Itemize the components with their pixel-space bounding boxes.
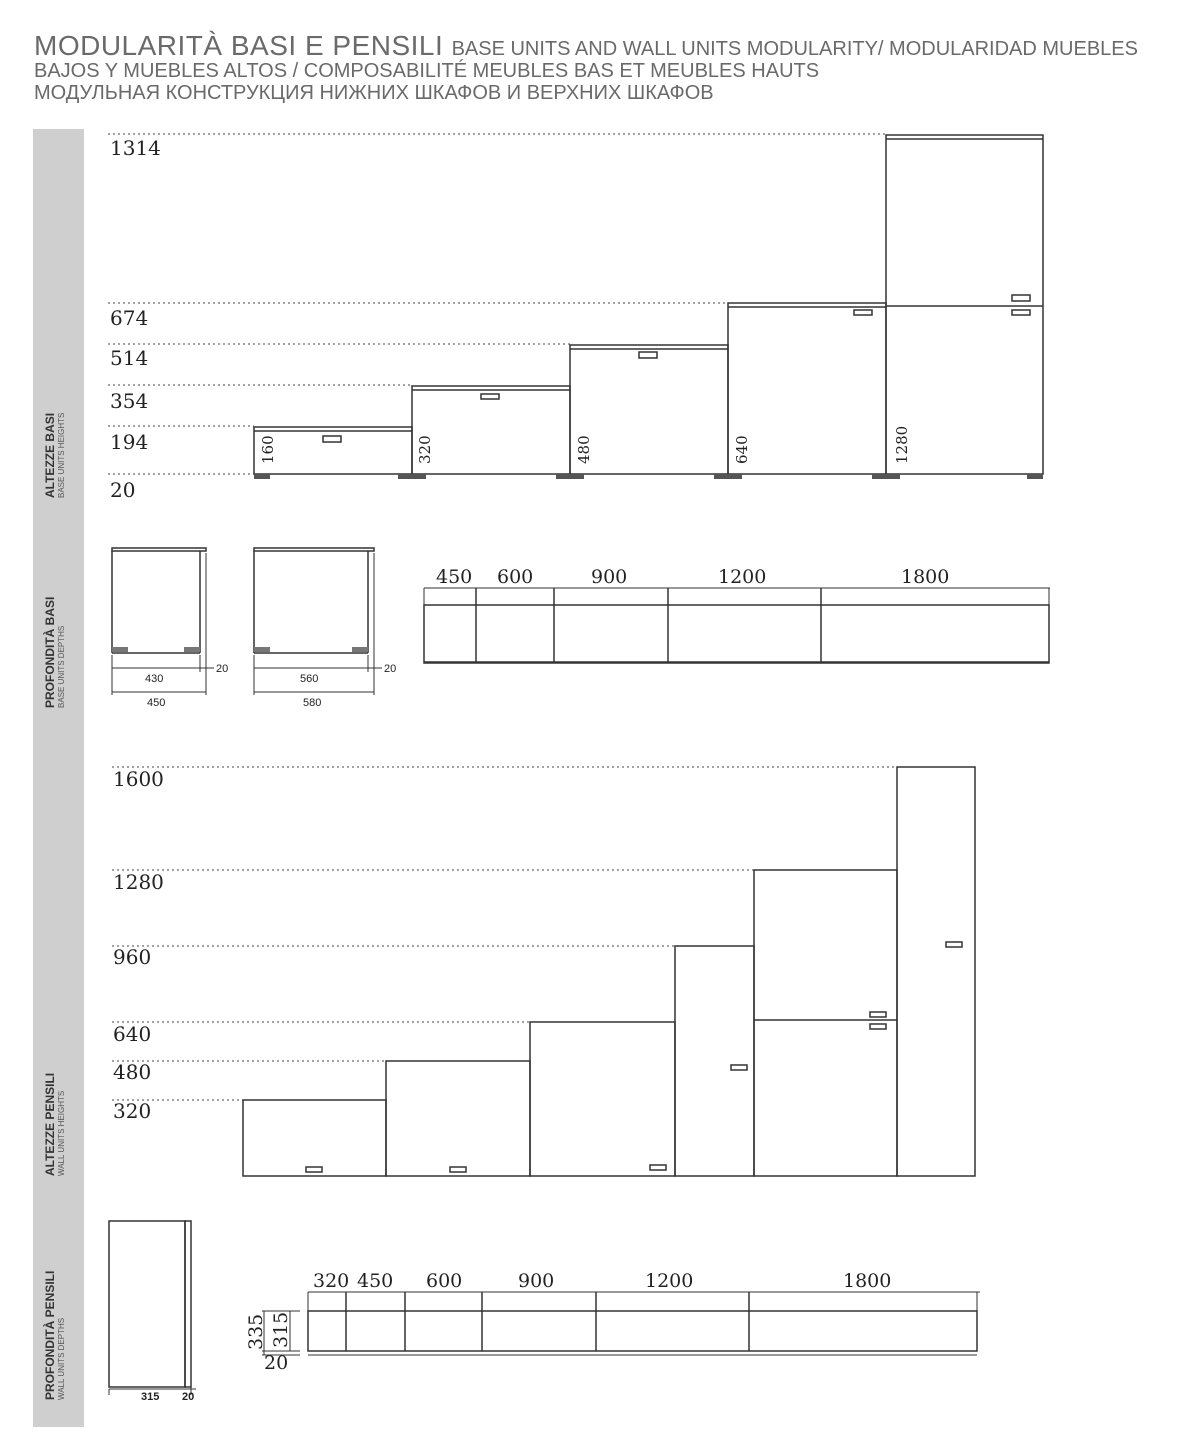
dimension-label: 430 — [145, 673, 164, 685]
level-label: 1600 — [113, 767, 164, 791]
level-label: 674 — [110, 306, 149, 330]
dimension-label: 20 — [264, 1352, 289, 1374]
unit-height-label: 160 — [259, 435, 277, 464]
width-label: 450 — [436, 566, 473, 588]
level-label: 20 — [110, 478, 136, 502]
wall-depth-dimensions — [245, 1312, 292, 1374]
width-label: 1800 — [901, 566, 950, 588]
title-line-3: МОДУЛЬНАЯ КОНСТРУКЦИЯ НИЖНИХ ШКАФОВ И ВЕРХНИХ ШКАФОВ — [34, 82, 714, 104]
wall-depth-side-view — [109, 1221, 196, 1395]
width-label: 450 — [357, 1270, 394, 1292]
width-label: 1200 — [645, 1270, 694, 1292]
title-main: MODULARITÀ BASI E PENSILI — [34, 30, 444, 61]
base-plan-view — [424, 588, 1050, 663]
level-label: 1280 — [113, 870, 164, 894]
base-depth-dimensions — [145, 663, 396, 709]
level-label: 960 — [113, 945, 152, 969]
unit-height-label: 320 — [416, 435, 434, 464]
label-wall-heights: ALTEZZE PENSILI WALL UNITS HEIGHTS — [43, 1072, 66, 1176]
unit-height-label: 480 — [575, 435, 593, 464]
width-label: 1200 — [718, 566, 767, 588]
width-label: 600 — [497, 566, 534, 588]
level-label: 1314 — [110, 136, 161, 160]
dimension-label: 20 — [182, 1391, 195, 1403]
width-label: 600 — [426, 1270, 463, 1292]
level-label: 354 — [110, 389, 149, 413]
wall-width-labels — [313, 1270, 891, 1292]
dimension-label: 580 — [303, 697, 322, 709]
level-label: 320 — [113, 1099, 152, 1123]
wall-plan-view — [262, 1292, 980, 1355]
label-base-depths: PROFONDITÀ BASI BASE UNITS DEPTHS — [43, 596, 66, 708]
level-label: 480 — [113, 1060, 152, 1084]
wall-heights-drawing — [112, 767, 975, 1176]
dimension-label: 335 — [245, 1313, 267, 1350]
dimension-label: 315 — [270, 1311, 292, 1348]
label-base-heights: ALTEZZE BASI BASE UNITS HEIGHTS — [43, 412, 66, 498]
dimension-label: 20 — [216, 663, 229, 675]
width-label: 320 — [313, 1270, 350, 1292]
width-label: 900 — [518, 1270, 555, 1292]
dimension-label: 450 — [147, 697, 166, 709]
level-label: 640 — [113, 1022, 152, 1046]
wall-height-levels — [113, 767, 164, 1123]
title-english: BASE UNITS AND WALL UNITS MODULARITY/ MODULARIDAD MUEBLES — [451, 38, 1138, 60]
title-line-2: BAJOS Y MUEBLES ALTOS / COMPOSABILITÉ MEUBLES BAS ET MEUBLES HAUTS — [34, 60, 820, 82]
level-label: 514 — [110, 346, 149, 370]
width-label: 1800 — [843, 1270, 892, 1292]
unit-height-label: 1280 — [893, 425, 911, 464]
wall-depth-side-dimensions — [141, 1391, 194, 1403]
dimension-label: 560 — [300, 673, 319, 685]
unit-height-label: 640 — [733, 435, 751, 464]
base-width-labels — [436, 566, 949, 588]
dimension-label: 315 — [141, 1391, 160, 1403]
base-height-levels — [110, 136, 161, 502]
label-wall-depths: PROFONDITÀ PENSILI WALL UNITS DEPTHS — [43, 1270, 66, 1400]
width-label: 900 — [591, 566, 628, 588]
level-label: 194 — [110, 430, 149, 454]
dimension-label: 20 — [384, 663, 397, 675]
